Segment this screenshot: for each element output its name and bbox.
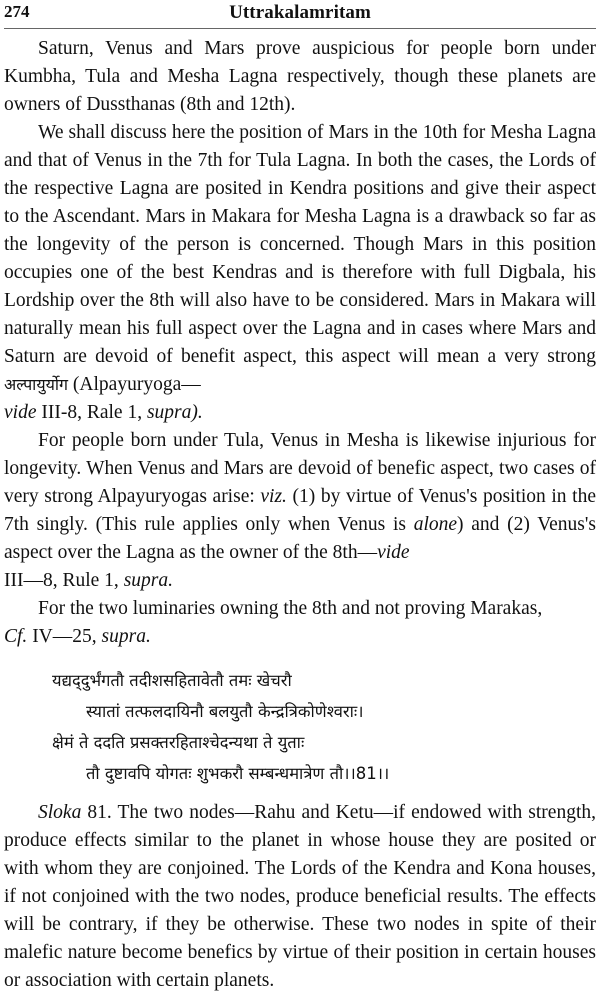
verse-line-3: क्षेमं ते ददति प्रसक्तरहिताश्चेदन्यथा ते युताः [52,733,305,752]
paragraph-3-viz: viz. [260,486,287,507]
page-number: 274 [4,2,30,21]
paragraph-3-mid2: ) and (2) Venus's aspect over the Lagna as the owner of the 8th— [4,514,596,563]
verse-line-1: यद्यद्‌दुर्भंगतौ तदीशसहितावेतौ तमः खेचरौ [52,671,292,690]
paragraph-2-ref: III-8, Rale 1, [36,402,147,423]
sanskrit-verse [4,665,596,789]
paragraph-3-text: For people born under Tula, Venus in Mesha is likewise injurious for longevity. When Venus and Mars are devoid of benefic aspect, two cases of very strong Alpayuryogas arise: [4,430,596,507]
paragraph-2-vide: vide [4,402,37,423]
paragraph-4-text: For the two luminaries owning the 8th and not proving Marakas, [38,598,543,619]
paragraph-4-cf: Cf. [4,626,28,647]
paragraph-3-mid: (1) by virtue of Venus's position in the 7th singly. (This rule applies only when Venus is [4,486,596,535]
paragraph-4-supra: supra. [101,626,151,647]
paragraph-3 [4,427,596,595]
page-header [4,2,596,29]
paragraph-1: Saturn, Venus and Mars prove auspicious for people born under Kumbha, Tula and Mesha Lagna respectively, though these planets are owners of Dussthanas (8th and 12th). [4,38,596,115]
paragraph-4-ref: IV—25, [27,626,102,647]
paragraph-2-paren: (Alpayuryoga— [68,374,201,395]
paragraph-3-vide: vide [377,542,410,563]
body-text [4,35,596,995]
sloka-translation [4,799,596,995]
paragraph-2-supra: supra). [146,402,203,423]
paragraph-2 [4,119,596,427]
verse-line-4: तौ दुष्टावपि योगतः शुभकरौ सम्बन्धमात्रेण तौ।।81।। [86,764,390,783]
sloka-translation-text: 81. The two nodes—Rahu and Ketu—if endowed with strength, produce effects similar to the planet in whose house they are posited or with whom they are conjoined. The Lords of the Kendra and Kona houses, if not conjoined with the two nodes, produce beneficial results. The effects will be contrary, if they be otherwise. These two nodes in spite of their malefic nature become benefics by virtue of their position in certain houses or association with certain planets. [4,802,596,991]
paragraph-2-text: We shall discuss here the position of Mars in the 10th for Mesha Lagna and that of Venus in the 7th for Tula Lagna. In both the cases, the Lords of the respective Lagna are posited in Kendra positions and give their aspect to the Ascendant. Mars in Makara for Mesha Lagna is a drawback so far as the longevity of the person is concerned. Though Mars in this position occupies one of the best Kendras and is therefore with full Digbala, his Lordship over the 8th will also have to be considered. Mars in Makara will naturally mean his full aspect over the Lagna and in cases where Mars and Saturn are devoid of benefit aspect, this aspect will mean a very strong [4,122,596,367]
running-title: Uttrakalamritam [229,2,371,23]
paragraph-3-alone: alone [413,514,458,535]
paragraph-4 [4,595,596,651]
verse-line-2: स्यातां तत्फलदायिनौ बलयुतौ केन्द्रत्रिकोणेश्वराः। [86,702,364,721]
paragraph-3-ref: III—8, Rule 1, [4,570,124,591]
alpayuryoga-devanagari: अल्पायुर्योग [4,375,69,394]
paragraph-3-supra: supra. [123,570,173,591]
sloka-label: Sloka [38,802,82,823]
